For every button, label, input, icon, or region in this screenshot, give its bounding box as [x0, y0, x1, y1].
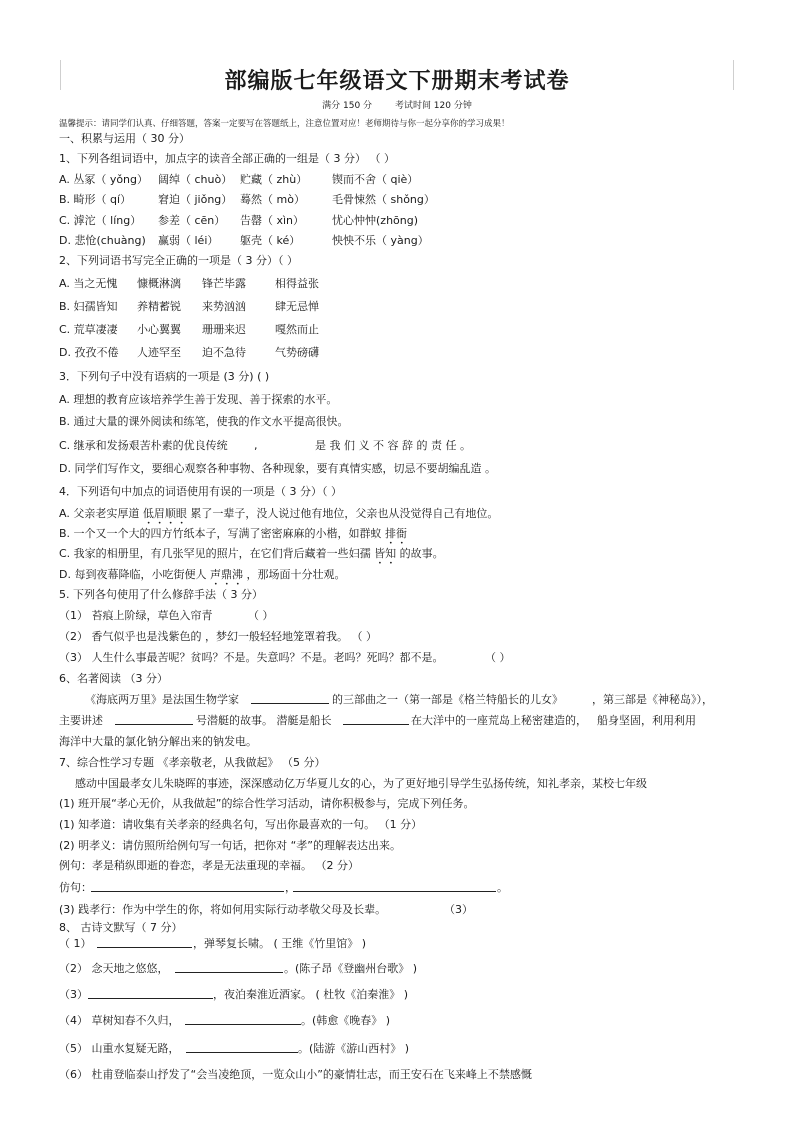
full-score: 满分 150 分: [322, 101, 373, 111]
q1-a-1: A. 丛冢（ yǒng）: [59, 173, 149, 186]
q7-stem: 7、综合性学习专题 《孝亲敬老，从我做起》 （5 分）: [59, 756, 326, 769]
q4-c-text1: C. 我家的相册里，有几张罕见的照片，在它们背后藏着一些妇孺: [59, 547, 375, 560]
q6-stem: 6、名著阅读 （3 分）: [59, 672, 168, 685]
q8-blank-5[interactable]: [186, 1042, 298, 1053]
warm-tip: 温馨提示：请同学们认真、仔细答题，答案一定要写在答题纸上，注意位置对应！老师期待与你一起分享你的学习成果！: [59, 119, 510, 129]
q5-item-2: （2） 香气似乎也是浅紫色的 ，梦幻一般轻轻地笼罩着我。 （ ）: [59, 630, 377, 643]
q2-c-2: 小心翼翼: [137, 323, 181, 336]
q4-a-dotted: 低眉顺眼: [142, 507, 187, 520]
section-1-heading: 一、积累与运用（ 30 分）: [59, 132, 190, 145]
q4-b-dotted: 排衙: [385, 527, 408, 540]
q1-b-4: 毛骨悚然（ shǒng）: [332, 193, 435, 206]
q3-stem: 3．下列句子中没有语病的一项是 (3 分) ( ): [59, 370, 270, 383]
q4-d-dotted: 声鼎沸: [209, 568, 243, 581]
q2-c-4: 嘎然而止: [275, 323, 319, 336]
q6-blank-author[interactable]: [251, 693, 329, 704]
q8-line1-label: （ 1）: [59, 937, 92, 950]
q6-p1-a: 《海底两万里》是法国生物学家: [85, 693, 239, 706]
q8-blank-1[interactable]: [97, 937, 192, 948]
q2-stem: 2、下列词语书写完全正确的一项是（ 3 分）（ ）: [59, 254, 298, 267]
exam-title: 部编版七年级语文下册期末考试卷: [224, 69, 570, 94]
q6-p3: 海洋中大量的氯化钠分解出来的钠发电。: [59, 735, 257, 748]
q8-line4-text: （4） 草树知春不久归，: [59, 1014, 180, 1027]
q1-d-1: D. 悲怆(chuàng): [59, 234, 146, 247]
q8-line1-text: ，弹琴复长啸。 ( 王维《竹里馆》 ): [193, 937, 367, 950]
q1-c-1: C. 滹沱（ líng）: [59, 214, 142, 227]
q5-item-1: （1） 苔痕上阶绿，草色入帘青: [59, 609, 213, 622]
q3-option-c-comma: ,: [254, 439, 258, 452]
q5-item-1-blank: （ ）: [248, 609, 274, 622]
q6-p2-a: 主要讲述: [59, 714, 103, 727]
q4-option-c: [59, 547, 444, 567]
q8-line5-source: 。(陆游《游山西村》 ): [298, 1042, 410, 1055]
q2-b-3: 来势汹汹: [202, 300, 246, 313]
q2-d-3: 迫不急待: [202, 346, 246, 359]
q7-sub1: (1) 知孝道：请收集有关孝亲的经典名句，写出你最喜欢的一句。 （1 分）: [59, 818, 423, 831]
exam-time: 考试时间 120 分钟: [394, 101, 472, 111]
q6-p1-c: ，第三部是《神秘岛》），: [592, 693, 713, 706]
q5-item-3-blank: （ ）: [485, 651, 511, 664]
q2-a-2: 慷概淋漓: [137, 277, 181, 290]
q7-imitate-period: 。: [497, 881, 508, 894]
q7-sub2: (2) 明孝义：请仿照所给例句写一句话，把你对 “孝”的理解表达出来。: [59, 839, 401, 852]
q2-d-2: 人迹罕至: [137, 346, 181, 359]
q1-c-2: 参差（ cēn）: [158, 214, 226, 227]
q4-c-dotted: 皆知: [374, 547, 397, 560]
q8-blank-3[interactable]: [88, 988, 213, 999]
q1-c-3: 告罄（ xìn）: [240, 214, 305, 227]
q7-imitate-comma: ，: [285, 881, 296, 894]
q1-d-3: 躯壳（ ké）: [240, 234, 301, 247]
q2-a-4: 相得益张: [275, 277, 319, 290]
q4-c-text2: 的故事。: [396, 547, 444, 560]
q1-d-2: 赢弱（ léi）: [158, 234, 219, 247]
q2-b-1: B. 妇孺皆知: [59, 300, 118, 313]
q1-c-4: 忧心忡忡(zhōng): [332, 214, 419, 227]
q2-c-1: C. 荒草凄凄: [59, 323, 118, 336]
exam-meta: [0, 98, 794, 111]
q8-line3-label: （3）: [59, 988, 88, 1001]
q7-imitate-label: 仿句：: [59, 881, 92, 894]
q2-a-1: A. 当之无愧: [59, 277, 118, 290]
q5-item-3: （3） 人生什么事最苦呢？贫吗？不是。失意吗？不是。老吗？死吗？都不是。: [59, 651, 444, 664]
q2-d-4: 气势磅礴: [275, 346, 319, 359]
q1-a-2: 阔绰（ chuò）: [158, 173, 233, 186]
q2-d-1: D. 孜孜不倦: [59, 346, 119, 359]
q1-b-3: 蓦然（ mò）: [240, 193, 305, 206]
q7-imitate-blank-1[interactable]: [91, 881, 284, 892]
q8-stem: 8、 古诗文默写（ 7 分）: [59, 921, 183, 934]
q7-sub3-points: （3）: [444, 903, 473, 916]
q2-b-2: 养精蓄锐: [137, 300, 181, 313]
q3-option-d: D. 同学们写作文，要细心观察各种事物、各种现象，要有真情实感，切忌不要胡编乱造 。: [59, 462, 496, 475]
q8-blank-2[interactable]: [175, 962, 283, 973]
q6-blank-captain[interactable]: [343, 714, 409, 725]
q7-example: 例句：孝是稍纵即逝的眷恋，孝是无法重现的幸福。 （2 分）: [59, 859, 359, 872]
q7-sub3: (3) 践孝行：作为中学生的你，将如何用实际行动孝敬父母及长辈。: [59, 903, 387, 916]
q4-option-d: [59, 568, 345, 588]
q8-line4-source: 。(韩愈《晚春》 ): [301, 1014, 391, 1027]
q4-a-text1: A. 父亲老实厚道: [59, 507, 143, 520]
q4-b-text1: B. 一个又一个大的四方竹纸本子，写满了密密麻麻的小楷，如群蚁: [59, 527, 386, 540]
q4-d-text2: ，那场面十分壮观。: [242, 568, 346, 581]
q6-p2-c: 在大洋中的一座荒岛上秘密建造的，: [411, 714, 587, 727]
q2-b-4: 肆无忌惮: [275, 300, 319, 313]
q2-a-3: 锋芒毕露: [202, 277, 246, 290]
q8-blank-4[interactable]: [185, 1014, 301, 1025]
q6-p1-b: 的三部曲之一（第一部是《格兰特船长的儿女》: [332, 693, 563, 706]
q2-c-3: 珊珊来迟: [202, 323, 246, 336]
q8-line3-text: ，夜泊秦淮近酒家。 ( 杜牧《泊秦淮》 ): [213, 988, 409, 1001]
q1-b-2: 窘迫（ jiǒng）: [158, 193, 233, 206]
q1-a-4: 锲而不舍（ qiè）: [332, 173, 419, 186]
q4-option-b: [59, 527, 407, 547]
q5-stem: 5. 下列各句使用了什么修辞手法（ 3 分）: [59, 588, 263, 601]
q3-option-c-part1: C. 继承和发扬艰苦朴素的优良传统: [59, 439, 228, 452]
q6-blank-submarine[interactable]: [115, 714, 193, 725]
q3-option-c-part2: 是 我 们 义 不 容 辞 的 责 任 。: [315, 439, 471, 452]
q8-line5-text: （5） 山重水复疑无路，: [59, 1042, 180, 1055]
q7-imitate-blank-2[interactable]: [293, 881, 496, 892]
q1-stem: 1、下列各组词语中，加点字的读音全部正确的一组是（ 3 分） （ ）: [59, 152, 395, 165]
q8-line2-text: （2） 念天地之悠悠，: [59, 962, 169, 975]
q7-task: (1) 班开展“孝心无价，从我做起”的综合性学习活动，请你积极参与，完成下列任务。: [59, 797, 475, 810]
q6-p2-d: 船身坚固，利用利用: [597, 714, 696, 727]
q1-b-1: B. 畸形（ qí）: [59, 193, 132, 206]
q4-option-a: [59, 507, 498, 527]
q4-a-text2: 累了一辈子，没人说过他有地位，父亲也从没觉得自己有地位。: [186, 507, 499, 520]
q8-line2-source: 。(陈子昂《登幽州台歌》 ): [284, 962, 418, 975]
q7-intro: 感动中国最孝女儿朱晓晖的事迹，深深感动亿万华夏儿女的心，为了更好地引导学生弘扬传统，知礼孝亲，某校七年级: [75, 777, 647, 790]
q4-d-text1: D. 每到夜幕降临，小吃街便人: [59, 568, 210, 581]
q4-stem: 4．下列语句中加点的词语使用有误的一项是（ 3 分）（ ）: [59, 485, 342, 498]
q3-option-b: B. 通过大量的课外阅读和练笔，使我的作文水平提高很快。: [59, 415, 349, 428]
q8-line6-text: （6） 杜甫登临泰山抒发了“会当凌绝顶，一览众山小”的豪情壮志，而王安石在飞来峰上不禁感慨: [59, 1068, 532, 1081]
q6-p2-b: 号潜艇的故事。 潜艇是船长: [196, 714, 332, 727]
q1-d-4: 怏怏不乐（ yàng）: [332, 234, 429, 247]
q1-a-3: 贮藏（ zhù）: [240, 173, 308, 186]
q3-option-a: A. 理想的教育应该培养学生善于发现、善于探索的水平。: [59, 393, 338, 406]
